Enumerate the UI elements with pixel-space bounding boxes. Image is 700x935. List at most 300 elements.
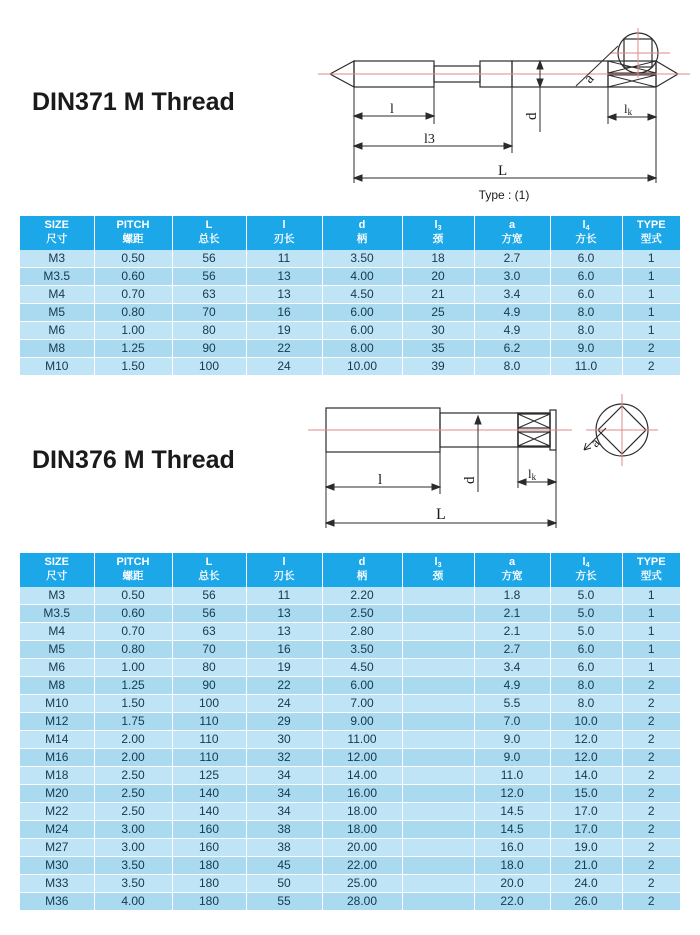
cell-size: M16 xyxy=(20,748,94,766)
cell-value: 2.80 xyxy=(322,622,402,640)
cell-value: 2.50 xyxy=(94,802,172,820)
cell-value: 0.60 xyxy=(94,267,172,285)
table-row xyxy=(20,784,680,802)
dim-label-a: a xyxy=(588,435,604,451)
cell-value xyxy=(402,658,474,676)
column-header-size xyxy=(20,216,94,250)
cell-value: 24 xyxy=(246,694,322,712)
cell-size: M10 xyxy=(20,357,94,375)
cell-value: 180 xyxy=(172,856,246,874)
cell-size: M8 xyxy=(20,339,94,357)
cell-value: 2 xyxy=(622,892,680,910)
column-header-symbol: l xyxy=(282,219,286,231)
cell-value: 6.0 xyxy=(550,658,622,676)
cell-size: M18 xyxy=(20,766,94,784)
column-header-symbol: l xyxy=(282,556,286,568)
column-header-symbol: $l_4$ xyxy=(582,219,590,232)
dim-label-d: d xyxy=(524,112,540,120)
cell-value: 22 xyxy=(246,339,322,357)
cell-value: 15.0 xyxy=(550,784,622,802)
cell-value xyxy=(402,802,474,820)
cell-value: 21 xyxy=(402,285,474,303)
cell-value: 2.00 xyxy=(94,748,172,766)
cell-value: 12.00 xyxy=(322,748,402,766)
cell-value xyxy=(402,892,474,910)
table-row xyxy=(20,748,680,766)
column-header-symbol: L xyxy=(205,219,213,231)
cell-value: 9.0 xyxy=(474,730,550,748)
column-header-label-cn: 柄 xyxy=(356,569,368,582)
cell-value: 5.0 xyxy=(550,587,622,605)
cell-value: 140 xyxy=(172,784,246,802)
column-header-symbol: $l_3$ xyxy=(434,556,442,569)
cell-value: 3.00 xyxy=(94,838,172,856)
cell-value xyxy=(402,604,474,622)
table-row xyxy=(20,874,680,892)
cell-value: 4.9 xyxy=(474,303,550,321)
dim-label-d: d xyxy=(462,476,478,484)
cell-size: M3.5 xyxy=(20,267,94,285)
column-header-a xyxy=(474,553,550,587)
cell-value: 1 xyxy=(622,658,680,676)
cell-value: 100 xyxy=(172,357,246,375)
cell-value: 2.00 xyxy=(94,730,172,748)
cell-value: 2 xyxy=(622,820,680,838)
column-header-type xyxy=(622,216,680,250)
cell-value: 6.00 xyxy=(322,321,402,339)
cell-value: 3.0 xyxy=(474,267,550,285)
cell-value: 2 xyxy=(622,339,680,357)
cell-value: 18.00 xyxy=(322,802,402,820)
cell-value: 2.1 xyxy=(474,622,550,640)
column-header-label-cn: 颈 xyxy=(432,569,444,582)
cell-value: 19 xyxy=(246,658,322,676)
cell-value: 1 xyxy=(622,587,680,605)
table-row xyxy=(20,587,680,605)
cell-value xyxy=(402,874,474,892)
cell-value: 2.7 xyxy=(474,640,550,658)
column-header-l4 xyxy=(550,216,622,250)
cell-value: 30 xyxy=(402,321,474,339)
cell-value: 90 xyxy=(172,676,246,694)
cell-value: 140 xyxy=(172,802,246,820)
spec-table-din376 xyxy=(20,553,680,911)
cell-value: 11 xyxy=(246,587,322,605)
cell-value: 80 xyxy=(172,658,246,676)
cell-value: 8.00 xyxy=(322,339,402,357)
cell-value: 12.0 xyxy=(474,784,550,802)
column-header-label-cn: 型式 xyxy=(640,232,662,245)
cell-size: M24 xyxy=(20,820,94,838)
cell-value: 56 xyxy=(172,267,246,285)
cell-value xyxy=(402,676,474,694)
column-header-symbol: a xyxy=(508,556,516,568)
column-header-label-cn: 总长 xyxy=(198,232,220,245)
cell-size: M5 xyxy=(20,640,94,658)
cell-value: 22.0 xyxy=(474,892,550,910)
table-row xyxy=(20,604,680,622)
table-header-row xyxy=(20,216,680,250)
column-header-symbol: d xyxy=(358,556,366,568)
cell-value: 180 xyxy=(172,892,246,910)
cell-value: 0.70 xyxy=(94,622,172,640)
cell-value: 26.0 xyxy=(550,892,622,910)
cell-value: 63 xyxy=(172,622,246,640)
table-row xyxy=(20,766,680,784)
column-header-l3 xyxy=(402,553,474,587)
cell-value: 4.9 xyxy=(474,676,550,694)
column-header-size xyxy=(20,553,94,587)
table-row xyxy=(20,712,680,730)
column-header-symbol: TYPE xyxy=(636,219,666,231)
cell-value: 10.0 xyxy=(550,712,622,730)
cell-value: 0.50 xyxy=(94,587,172,605)
cell-value: 1 xyxy=(622,267,680,285)
cell-value: 8.0 xyxy=(550,321,622,339)
cell-size: M3 xyxy=(20,250,94,268)
column-header-label-cn: 尺寸 xyxy=(46,232,68,245)
column-header-symbol: SIZE xyxy=(44,556,69,568)
column-header-label-cn: 刃长 xyxy=(273,232,295,245)
cell-value: 14.5 xyxy=(474,820,550,838)
cell-size: M3 xyxy=(20,587,94,605)
table-row xyxy=(20,285,680,303)
cell-value xyxy=(402,748,474,766)
column-header-symbol: PITCH xyxy=(116,556,150,568)
column-header-type xyxy=(622,553,680,587)
cell-value xyxy=(402,640,474,658)
cell-value: 1.8 xyxy=(474,587,550,605)
cell-value: 7.0 xyxy=(474,712,550,730)
cell-value: 13 xyxy=(246,267,322,285)
column-header-label-cn: 螺距 xyxy=(122,569,144,582)
cell-value: 24.0 xyxy=(550,874,622,892)
cell-value: 2 xyxy=(622,676,680,694)
cell-value: 2.50 xyxy=(94,766,172,784)
column-header-symbol: d xyxy=(358,219,366,231)
cell-value xyxy=(402,820,474,838)
cell-value: 25.00 xyxy=(322,874,402,892)
cell-size: M6 xyxy=(20,658,94,676)
cell-value: 6.00 xyxy=(322,676,402,694)
cell-value: 16 xyxy=(246,303,322,321)
cell-value: 8.0 xyxy=(474,357,550,375)
cell-value xyxy=(402,784,474,802)
table-row xyxy=(20,658,680,676)
cell-value: 32 xyxy=(246,748,322,766)
cell-value: 21.0 xyxy=(550,856,622,874)
cell-value: 8.0 xyxy=(550,694,622,712)
table-body-din376 xyxy=(20,587,680,911)
cell-size: M33 xyxy=(20,874,94,892)
cell-value: 3.4 xyxy=(474,285,550,303)
cell-value: 2 xyxy=(622,712,680,730)
cell-size: M5 xyxy=(20,303,94,321)
column-header-symbol: $l_3$ xyxy=(434,219,442,232)
cell-value: 110 xyxy=(172,712,246,730)
cell-value: 34 xyxy=(246,802,322,820)
spec-table-din371 xyxy=(20,216,680,376)
cell-value: 1.25 xyxy=(94,676,172,694)
cell-value: 38 xyxy=(246,820,322,838)
cell-value: 38 xyxy=(246,838,322,856)
column-header-label-cn: 方宽 xyxy=(501,569,523,582)
cell-value: 1 xyxy=(622,250,680,268)
cell-value: 20.0 xyxy=(474,874,550,892)
cell-value: 16.00 xyxy=(322,784,402,802)
cell-value: 160 xyxy=(172,838,246,856)
cell-value xyxy=(402,730,474,748)
cell-value: 5.0 xyxy=(550,604,622,622)
table-body-din371 xyxy=(20,250,680,376)
cell-value: 19 xyxy=(246,321,322,339)
cell-value: 13 xyxy=(246,285,322,303)
cell-value: 2.20 xyxy=(322,587,402,605)
cell-value: 0.50 xyxy=(94,250,172,268)
cell-value: 1 xyxy=(622,640,680,658)
column-header-label-cn: 方长 xyxy=(575,569,597,582)
table-row xyxy=(20,267,680,285)
cell-value: 1.00 xyxy=(94,658,172,676)
cell-value: 28.00 xyxy=(322,892,402,910)
dim-label-L: L xyxy=(498,163,508,179)
cell-value: 2 xyxy=(622,730,680,748)
cell-value: 25 xyxy=(402,303,474,321)
column-header-d xyxy=(322,216,402,250)
cell-value: 35 xyxy=(402,339,474,357)
cell-value: 80 xyxy=(172,321,246,339)
cell-value: 160 xyxy=(172,820,246,838)
column-header-l4 xyxy=(550,553,622,587)
cell-value: 8.0 xyxy=(550,676,622,694)
cell-value: 6.0 xyxy=(550,285,622,303)
table-row xyxy=(20,640,680,658)
cell-value: 56 xyxy=(172,250,246,268)
cell-value: 13 xyxy=(246,604,322,622)
cell-size: M4 xyxy=(20,622,94,640)
cell-value: 1 xyxy=(622,622,680,640)
cell-value: 1.00 xyxy=(94,321,172,339)
cell-value: 3.50 xyxy=(322,640,402,658)
cell-value: 0.70 xyxy=(94,285,172,303)
cell-size: M14 xyxy=(20,730,94,748)
cell-value: 63 xyxy=(172,285,246,303)
column-header-l xyxy=(246,553,322,587)
cell-value: 18.00 xyxy=(322,820,402,838)
cell-value: 18.0 xyxy=(474,856,550,874)
column-header-label-cn: 型式 xyxy=(640,569,662,582)
table-row xyxy=(20,250,680,268)
cell-value: 11.0 xyxy=(474,766,550,784)
table-row xyxy=(20,820,680,838)
column-header-symbol: a xyxy=(508,219,516,231)
column-header-symbol: PITCH xyxy=(116,219,150,231)
cell-value xyxy=(402,838,474,856)
cell-value: 16 xyxy=(246,640,322,658)
column-header-label-cn: 颈 xyxy=(432,232,444,245)
cell-size: M4 xyxy=(20,285,94,303)
cell-value: 2.50 xyxy=(322,604,402,622)
cell-value xyxy=(402,622,474,640)
cell-value: 2 xyxy=(622,802,680,820)
cell-value: 11.00 xyxy=(322,730,402,748)
cell-value: 18 xyxy=(402,250,474,268)
tap-drawing-din376 xyxy=(300,388,690,538)
column-header-l3 xyxy=(402,216,474,250)
cell-value: 45 xyxy=(246,856,322,874)
cell-value: 56 xyxy=(172,587,246,605)
cell-size: M36 xyxy=(20,892,94,910)
column-header-symbol: TYPE xyxy=(636,556,666,568)
cell-size: M30 xyxy=(20,856,94,874)
cell-value: 6.0 xyxy=(550,640,622,658)
cell-value: 2 xyxy=(622,784,680,802)
table-row xyxy=(20,622,680,640)
cell-value: 13 xyxy=(246,622,322,640)
cell-value: 20 xyxy=(402,267,474,285)
dim-label-l3: l3 xyxy=(424,132,435,147)
cell-value: 50 xyxy=(246,874,322,892)
cell-value: 2.7 xyxy=(474,250,550,268)
table-row xyxy=(20,694,680,712)
cell-value: 11 xyxy=(246,250,322,268)
cell-size: M22 xyxy=(20,802,94,820)
column-header-pitch xyxy=(94,216,172,250)
cell-value: 4.50 xyxy=(322,285,402,303)
tap-drawing-din371 xyxy=(318,28,690,203)
table-row xyxy=(20,676,680,694)
cell-value xyxy=(402,694,474,712)
cell-value: 1 xyxy=(622,303,680,321)
cell-size: M20 xyxy=(20,784,94,802)
cell-size: M6 xyxy=(20,321,94,339)
cell-value: 3.50 xyxy=(94,856,172,874)
cell-value: 110 xyxy=(172,748,246,766)
column-header-symbol: $l_4$ xyxy=(582,556,590,569)
cell-value xyxy=(402,766,474,784)
cell-value: 39 xyxy=(402,357,474,375)
cell-value: 55 xyxy=(246,892,322,910)
cell-value: 9.0 xyxy=(474,748,550,766)
cell-value: 2 xyxy=(622,838,680,856)
cell-value: 6.0 xyxy=(550,267,622,285)
table-row xyxy=(20,339,680,357)
cell-value: 17.0 xyxy=(550,820,622,838)
cell-value: 90 xyxy=(172,339,246,357)
column-header-label-cn: 刃长 xyxy=(273,569,295,582)
column-header-label-cn: 总长 xyxy=(198,569,220,582)
cell-value: 17.0 xyxy=(550,802,622,820)
cell-value: 14.00 xyxy=(322,766,402,784)
cell-value: 10.00 xyxy=(322,357,402,375)
cell-value: 24 xyxy=(246,357,322,375)
cell-value: 3.00 xyxy=(94,820,172,838)
cell-value: 2 xyxy=(622,856,680,874)
table-row xyxy=(20,730,680,748)
cell-value: 1.25 xyxy=(94,339,172,357)
cell-value: 70 xyxy=(172,640,246,658)
cell-value: 56 xyxy=(172,604,246,622)
table-header-row xyxy=(20,553,680,587)
column-header-label-cn: 柄 xyxy=(356,232,368,245)
cell-value: 2.1 xyxy=(474,604,550,622)
section-title-din371: DIN371 M Thread xyxy=(32,88,235,116)
cell-value: 2 xyxy=(622,694,680,712)
cell-value: 22.00 xyxy=(322,856,402,874)
cell-value: 5.0 xyxy=(550,622,622,640)
table-row xyxy=(20,321,680,339)
cell-value: 0.80 xyxy=(94,640,172,658)
column-header-pitch xyxy=(94,553,172,587)
table-row xyxy=(20,802,680,820)
column-header-symbol: SIZE xyxy=(44,219,69,231)
cell-value: 6.0 xyxy=(550,250,622,268)
cell-value: 30 xyxy=(246,730,322,748)
cell-value: 11.0 xyxy=(550,357,622,375)
drawing-type-caption-1: Type : (1) xyxy=(478,188,530,202)
column-header-symbol: L xyxy=(205,556,213,568)
dim-label-L: L xyxy=(436,506,446,523)
cell-value: 4.9 xyxy=(474,321,550,339)
cell-value: 3.50 xyxy=(322,250,402,268)
cell-value: 2 xyxy=(622,357,680,375)
dim-label-l: l xyxy=(378,472,383,488)
dim-label-l4: lk xyxy=(624,101,633,117)
cell-value xyxy=(402,712,474,730)
cell-value: 1.50 xyxy=(94,357,172,375)
table-row xyxy=(20,892,680,910)
cell-value: 22 xyxy=(246,676,322,694)
cell-value: 20.00 xyxy=(322,838,402,856)
cell-size: M10 xyxy=(20,694,94,712)
cell-value: 6.2 xyxy=(474,339,550,357)
column-header-d xyxy=(322,553,402,587)
cell-value xyxy=(402,587,474,605)
cell-value: 12.0 xyxy=(550,748,622,766)
cell-value: 4.00 xyxy=(94,892,172,910)
cell-size: M12 xyxy=(20,712,94,730)
cell-value: 110 xyxy=(172,730,246,748)
cell-value: 4.00 xyxy=(322,267,402,285)
cell-value: 1.75 xyxy=(94,712,172,730)
cell-value: 4.50 xyxy=(322,658,402,676)
column-header-label-cn: 尺寸 xyxy=(46,569,68,582)
cell-value: 12.0 xyxy=(550,730,622,748)
column-header-label-cn: 方长 xyxy=(575,232,597,245)
cell-value: 2 xyxy=(622,748,680,766)
table-row xyxy=(20,303,680,321)
cell-size: M3.5 xyxy=(20,604,94,622)
cell-value: 6.00 xyxy=(322,303,402,321)
cell-value: 0.80 xyxy=(94,303,172,321)
dim-label-l4: lk xyxy=(528,466,537,482)
cell-value: 1 xyxy=(622,321,680,339)
column-header-l xyxy=(172,553,246,587)
cell-value: 16.0 xyxy=(474,838,550,856)
cell-value: 70 xyxy=(172,303,246,321)
dim-label-l-1: l xyxy=(390,102,394,117)
cell-value: 9.0 xyxy=(550,339,622,357)
cell-value: 29 xyxy=(246,712,322,730)
cell-value: 1 xyxy=(622,285,680,303)
cell-value: 1 xyxy=(622,604,680,622)
cell-value: 2.50 xyxy=(94,784,172,802)
cell-value: 125 xyxy=(172,766,246,784)
cell-value: 3.4 xyxy=(474,658,550,676)
cell-value: 0.60 xyxy=(94,604,172,622)
table-row xyxy=(20,838,680,856)
cell-size: M27 xyxy=(20,838,94,856)
